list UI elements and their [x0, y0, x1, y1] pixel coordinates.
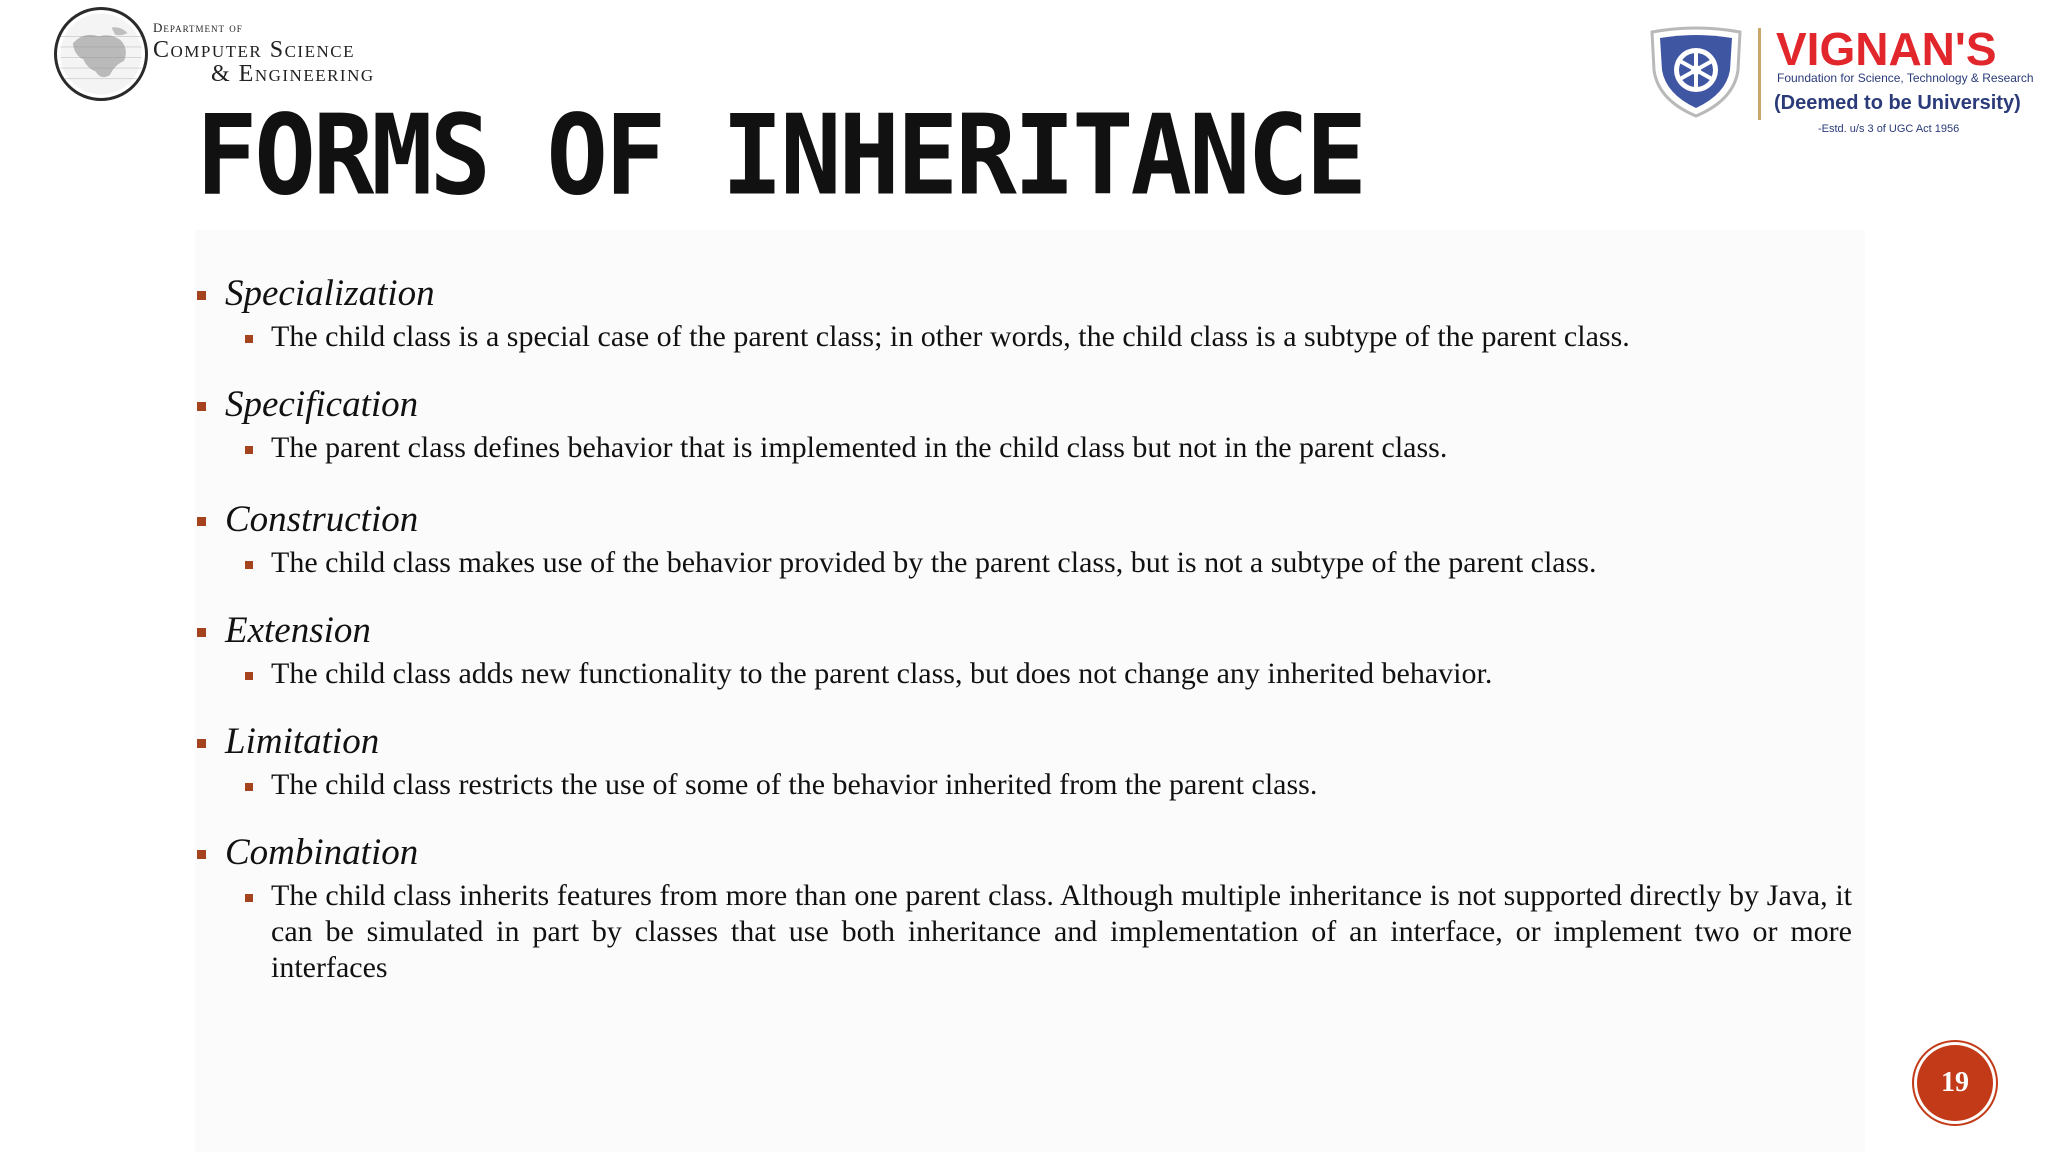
- globe-emblem-icon: [54, 7, 148, 101]
- university-logo: [1640, 24, 2040, 144]
- sub-bullet-icon: [245, 783, 253, 791]
- list-item-heading-wrap: [195, 383, 1855, 427]
- list-item-heading-wrap: [195, 609, 1855, 653]
- list-item-heading-wrap: [195, 720, 1855, 764]
- sub-bullet-icon: [245, 894, 253, 902]
- sub-bullet-icon: [245, 561, 253, 569]
- list-item-description: The parent class defines behavior that is implemented in the child class but not in the parent class.: [271, 431, 1448, 464]
- list-item-heading-wrap: [195, 831, 1855, 875]
- list-item: [195, 609, 1855, 692]
- list-item: [195, 272, 1855, 355]
- university-deemed-label: (Deemed to be University): [1774, 92, 2021, 114]
- list-item-description: The child class restricts the use of some of the behavior inherited from the parent class.: [271, 768, 1318, 801]
- list-item: [195, 383, 1855, 466]
- department-line-3: & Engineering: [211, 61, 375, 87]
- list-item-heading: Limitation: [225, 721, 380, 762]
- list-item-heading-wrap: [195, 498, 1855, 542]
- list-item-heading: Specification: [225, 384, 419, 425]
- department-line-2: Computer Science: [153, 37, 355, 63]
- university-established-label: -Estd. u/s 3 of UGC Act 1956: [1818, 123, 1960, 135]
- bullet-icon: [197, 517, 206, 526]
- university-shield-icon: [1644, 26, 1748, 120]
- sub-bullet-icon: [245, 446, 253, 454]
- sub-bullet-icon: [245, 672, 253, 680]
- list-item-description-wrap: [271, 878, 1852, 986]
- list-item-description: The child class adds new functionality to the parent class, but does not change any inherited behavior.: [271, 657, 1493, 690]
- list-item: [195, 720, 1855, 803]
- list-item-description-wrap: [271, 767, 1852, 803]
- list-item-heading: Extension: [225, 610, 371, 651]
- page-number: 19: [1941, 1067, 1969, 1098]
- bullet-icon: [197, 739, 206, 748]
- department-line-1: Department of: [153, 20, 243, 35]
- list-item-heading: Specialization: [225, 273, 435, 314]
- page-number-badge: [1917, 1045, 1993, 1121]
- sub-bullet-icon: [245, 335, 253, 343]
- list-item-heading-wrap: [195, 272, 1855, 316]
- bullet-icon: [197, 850, 206, 859]
- list-item-description: The child class makes use of the behavior provided by the parent class, but is not a subtype of the parent class.: [271, 546, 1597, 579]
- list-item-description-wrap: [271, 319, 1852, 355]
- list-item-description-wrap: [271, 545, 1852, 581]
- bullet-icon: [197, 628, 206, 637]
- list-item: [195, 831, 1855, 986]
- slide-title: FORMS OF INHERITANCE: [196, 92, 1365, 221]
- university-subtitle: Foundation for Science, Technology & Research: [1777, 71, 2034, 85]
- list-item-heading: Combination: [225, 832, 419, 873]
- list-item: [195, 498, 1855, 581]
- list-item-description-wrap: [271, 656, 1852, 692]
- logo-divider: [1758, 28, 1761, 120]
- list-item-description: The child class inherits features from more than one parent class. Although multiple inheritance is not supported directly by Java, it can be simulated in part by classes that use both inheritance and implementation of an interface, or implement two or more interfaces: [271, 879, 1852, 984]
- bullet-icon: [197, 291, 206, 300]
- inheritance-forms-list: [195, 272, 1855, 986]
- list-item-description-wrap: [271, 430, 1852, 466]
- list-item-heading: Construction: [225, 499, 419, 540]
- list-item-description: The child class is a special case of the parent class; in other words, the child class is a subtype of the parent class.: [271, 320, 1630, 353]
- department-label: [153, 18, 443, 86]
- bullet-icon: [197, 402, 206, 411]
- university-name: VIGNAN'S: [1776, 23, 1997, 75]
